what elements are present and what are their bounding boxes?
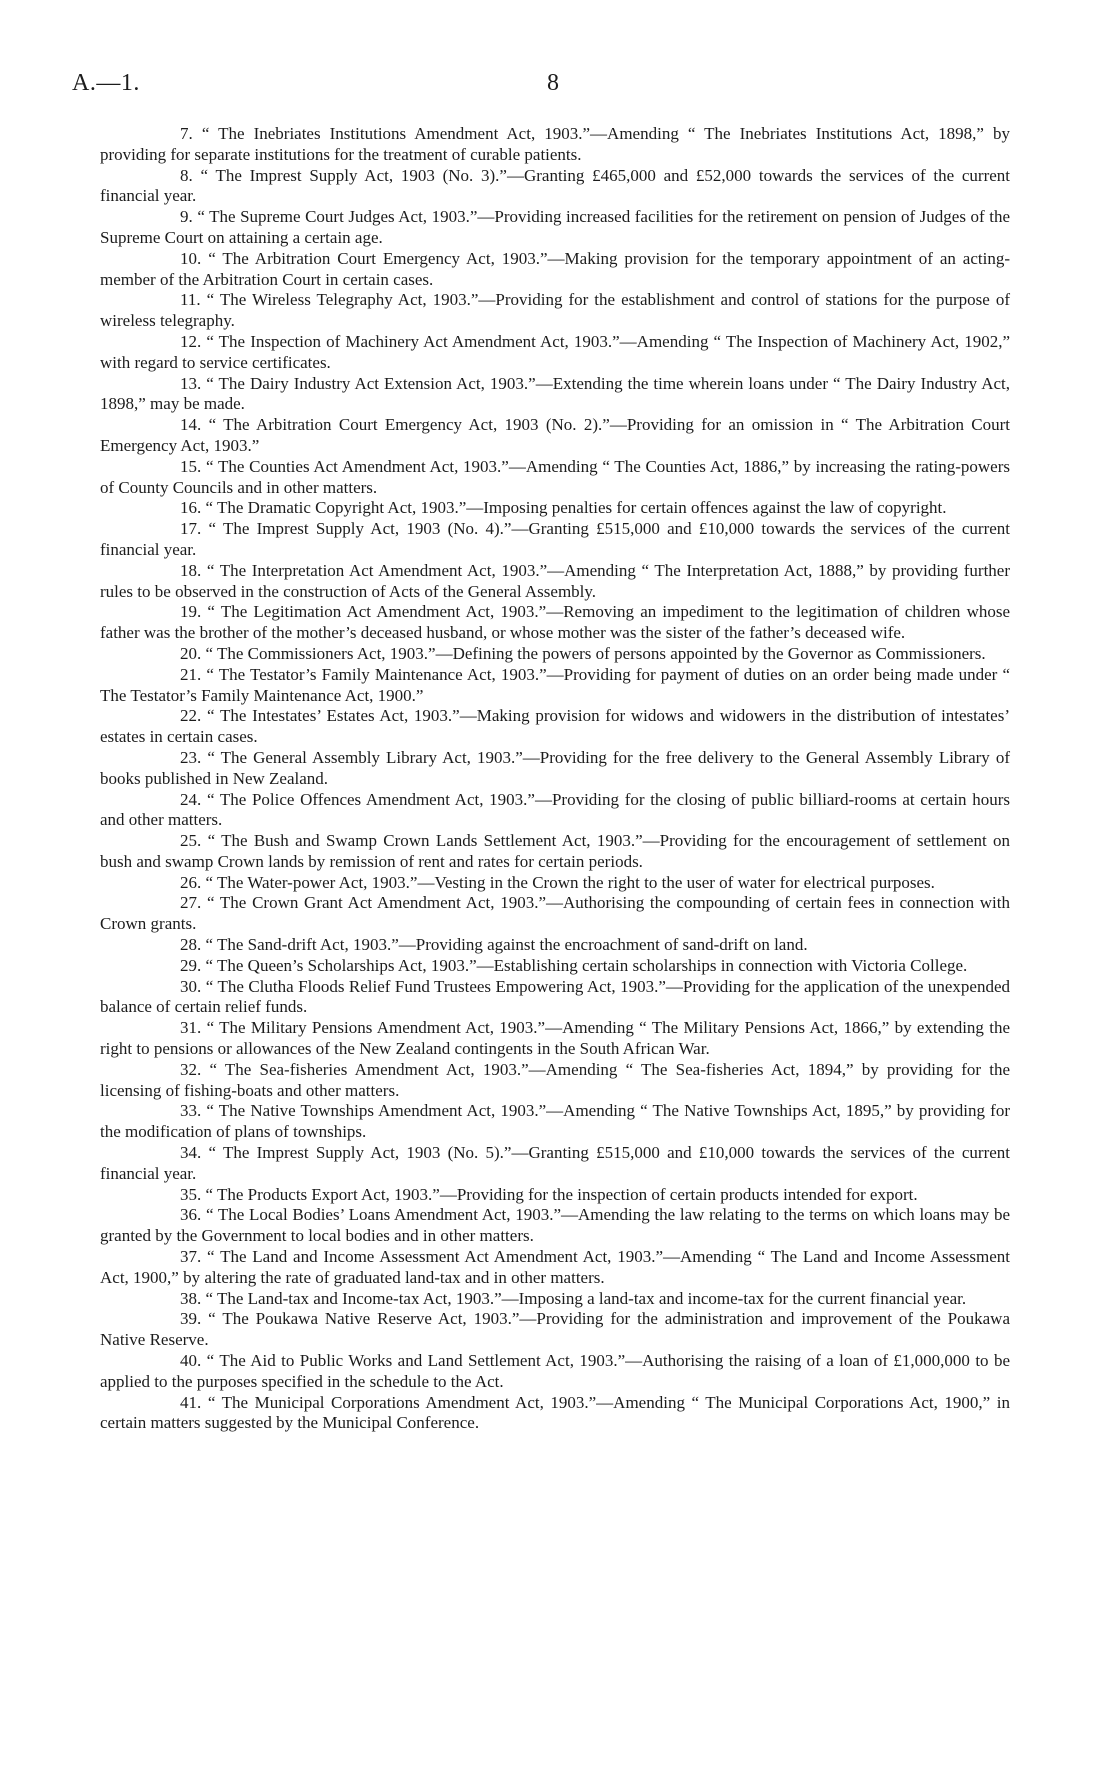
act-entry bbox=[100, 1143, 1010, 1185]
act-entry bbox=[100, 977, 1010, 1019]
act-description: “ The Dairy Industry Act Extension Act, 1903.”—Extending the time wherein loans under “ The Dairy Industry Act, 1898,” may be made. bbox=[100, 373, 1011, 414]
act-description: “ The General Assembly Library Act, 1903.”—Providing for the free delivery to the General Assembly Library of books published in New Zealand. bbox=[100, 747, 1010, 788]
act-description: “ The Counties Act Amendment Act, 1903.”—Amending “ The Counties Act, 1886,” by increasing the rating-powers of County Councils and in other matters. bbox=[100, 456, 1010, 497]
act-entry bbox=[100, 748, 1010, 790]
act-description: “ The Municipal Corporations Amendment Act, 1903.”—Amending “ The Municipal Corporations Act, 1900,” in certain matters suggested by the Municipal Conference. bbox=[100, 1392, 1011, 1433]
act-entry bbox=[100, 602, 1010, 644]
acts-list bbox=[100, 124, 1010, 1434]
act-description: “ The Aid to Public Works and Land Settlement Act, 1903.”—Authorising the raising of a loan of £1,000,000 to be applied to the purposes specified in the schedule to the Act. bbox=[100, 1351, 1011, 1391]
act-entry bbox=[100, 1393, 1010, 1435]
act-description: “ The Legitimation Act Amendment Act, 1903.”—Removing an impediment to the legitimation of children whose father was the brother of the mother’s deceased husband, or whose mother was the sister of the father’s deceased wife. bbox=[100, 602, 1011, 643]
act-description: “ The Clutha Floods Relief Fund Trustees Empowering Act, 1903.”—Providing for the application of the unexpended balance of certain relief funds. bbox=[100, 976, 1011, 1017]
act-entry bbox=[100, 1205, 1010, 1247]
act-description: “ The Dramatic Copyright Act, 1903.”—Imposing penalties for certain offences against the law of copyright. bbox=[205, 498, 947, 518]
act-entry bbox=[100, 415, 1010, 457]
act-entry bbox=[100, 457, 1010, 499]
act-entry bbox=[100, 1185, 1010, 1206]
act-entry bbox=[100, 935, 1010, 956]
act-entry bbox=[100, 956, 1010, 977]
act-number: 32. bbox=[180, 1059, 202, 1079]
act-entry bbox=[100, 1101, 1010, 1143]
act-entry bbox=[100, 831, 1010, 873]
act-number: 29. bbox=[180, 955, 202, 975]
act-entry bbox=[100, 1351, 1010, 1393]
act-number: 25. bbox=[180, 831, 202, 851]
act-entry bbox=[100, 1018, 1010, 1060]
act-number: 23. bbox=[180, 747, 202, 767]
act-description: “ The Arbitration Court Emergency Act, 1903.”—Making provision for the temporary appointment of an acting-member of the Arbitration Court in certain cases. bbox=[100, 248, 1010, 289]
act-number: 20. bbox=[180, 643, 202, 663]
act-entry bbox=[100, 1289, 1010, 1310]
act-entry bbox=[100, 561, 1010, 603]
act-entry bbox=[100, 873, 1010, 894]
act-description: “ The Land and Income Assessment Act Amendment Act, 1903.”—Amending “ The Land and Income Assessment Act, 1900,” by altering the rate of graduated land-tax and in other matters. bbox=[100, 1247, 1010, 1287]
act-number: 11. bbox=[180, 290, 201, 310]
act-description: “ The Imprest Supply Act, 1903 (No. 3).”—Granting £465,000 and £52,000 towards the services of the current financial year. bbox=[100, 165, 1010, 206]
act-number: 21. bbox=[180, 664, 202, 684]
act-entry bbox=[100, 207, 1010, 249]
act-number: 33. bbox=[180, 1101, 202, 1121]
act-number: 19. bbox=[180, 602, 202, 622]
act-description: “ The Imprest Supply Act, 1903 (No. 4).”—Granting £515,000 and £10,000 towards the services of the current financial year. bbox=[100, 519, 1010, 559]
act-number: 8. bbox=[180, 165, 193, 185]
act-entry bbox=[100, 706, 1010, 748]
act-description: “ The Sea-fisheries Amendment Act, 1903.”—Amending “ The Sea-fisheries Act, 1894,” by providing for the licensing of fishing-boats and other matters. bbox=[100, 1059, 1010, 1100]
act-number: 22. bbox=[180, 706, 202, 726]
act-description: “ The Inebriates Institutions Amendment Act, 1903.”—Amending “ The Inebriates Institutions Act, 1898,” by providing for separate institutions for the treatment of curable patients. bbox=[100, 124, 1011, 164]
act-description: “ The Imprest Supply Act, 1903 (No. 5).”—Granting £515,000 and £10,000 towards the services of the current financial year. bbox=[100, 1143, 1010, 1183]
act-description: “ The Wireless Telegraphy Act, 1903.”—Providing for the establishment and control of stations for the purpose of wireless telegraphy. bbox=[100, 290, 1010, 331]
act-description: “ The Bush and Swamp Crown Lands Settlement Act, 1903.”—Providing for the encouragement of settlement on bush and swamp Crown lands by remission of rent and rates for certain periods. bbox=[100, 831, 1010, 871]
act-number: 36. bbox=[180, 1205, 202, 1225]
act-description: “ The Native Townships Amendment Act, 1903.”—Amending “ The Native Townships Act, 1895,” by providing for the modification of plans of townships. bbox=[100, 1101, 1011, 1142]
act-description: “ The Commissioners Act, 1903.”—Defining the powers of persons appointed by the Governor as Commissioners. bbox=[205, 643, 986, 663]
act-number: 27. bbox=[180, 893, 202, 913]
act-number: 30. bbox=[180, 976, 202, 996]
act-entry bbox=[100, 498, 1010, 519]
act-entry bbox=[100, 374, 1010, 416]
act-description: “ The Intestates’ Estates Act, 1903.”—Making provision for widows and widowers in the distribution of intestates’ estates in certain cases. bbox=[100, 706, 1010, 747]
act-number: 34. bbox=[180, 1143, 202, 1163]
act-description: “ The Supreme Court Judges Act, 1903.”—Providing increased facilities for the retirement on pension of Judges of the Supreme Court on attaining a certain age. bbox=[100, 207, 1011, 247]
act-description: “ The Testator’s Family Maintenance Act, 1903.”—Providing for payment of duties on an order being made under “ The Testator’s Family Maintenance Act, 1900.” bbox=[100, 664, 1011, 705]
act-number: 38. bbox=[180, 1288, 202, 1308]
act-description: “ The Inspection of Machinery Act Amendment Act, 1903.”—Amending “ The Inspection of Machinery Act, 1902,” with regard to service certificates. bbox=[100, 331, 1011, 372]
act-number: 26. bbox=[180, 872, 202, 892]
act-description: “ The Police Offences Amendment Act, 1903.”—Providing for the closing of public billiard-rooms at certain hours and other matters. bbox=[100, 789, 1011, 830]
act-entry bbox=[100, 124, 1010, 166]
act-description: “ The Water-power Act, 1903.”—Vesting in the Crown the right to the user of water for electrical purposes. bbox=[205, 872, 935, 892]
act-number: 16. bbox=[180, 498, 202, 518]
act-number: 15. bbox=[180, 456, 202, 476]
act-number: 28. bbox=[180, 935, 202, 955]
page-number: 8 bbox=[547, 70, 559, 96]
act-number: 37. bbox=[180, 1247, 202, 1267]
act-description: “ The Crown Grant Act Amendment Act, 1903.”—Authorising the compounding of certain fees in connection with Crown grants. bbox=[100, 893, 1011, 934]
page-header bbox=[72, 70, 1012, 104]
act-entry bbox=[100, 893, 1010, 935]
act-entry bbox=[100, 290, 1010, 332]
act-entry bbox=[100, 166, 1010, 208]
act-entry bbox=[100, 1247, 1010, 1289]
act-number: 31. bbox=[180, 1018, 202, 1038]
act-description: “ The Local Bodies’ Loans Amendment Act, 1903.”—Amending the law relating to the terms on which loans may be granted by the Government to local bodies and in other matters. bbox=[100, 1205, 1011, 1246]
act-number: 40. bbox=[180, 1351, 202, 1371]
act-description: “ The Land-tax and Income-tax Act, 1903.”—Imposing a land-tax and income-tax for the current financial year. bbox=[205, 1288, 967, 1308]
act-number: 17. bbox=[180, 519, 202, 539]
act-entry bbox=[100, 249, 1010, 291]
act-description: “ The Arbitration Court Emergency Act, 1903 (No. 2).”—Providing for an omission in “ The Arbitration Court Emergency Act, 1903.” bbox=[100, 415, 1011, 455]
act-description: “ The Products Export Act, 1903.”—Providing for the inspection of certain products intended for export. bbox=[205, 1184, 918, 1204]
act-entry bbox=[100, 1309, 1010, 1351]
act-number: 13. bbox=[180, 373, 202, 393]
act-entry bbox=[100, 332, 1010, 374]
act-entry bbox=[100, 790, 1010, 832]
act-entry bbox=[100, 665, 1010, 707]
act-number: 35. bbox=[180, 1184, 202, 1204]
act-description: “ The Queen’s Scholarships Act, 1903.”—Establishing certain scholarships in connection with Victoria College. bbox=[205, 955, 968, 975]
page-reference: A.—1. bbox=[72, 70, 140, 96]
act-number: 39. bbox=[180, 1309, 202, 1329]
act-number: 12. bbox=[180, 331, 202, 351]
act-entry bbox=[100, 1060, 1010, 1102]
act-number: 41. bbox=[180, 1392, 202, 1412]
act-description: “ The Sand-drift Act, 1903.”—Providing against the encroachment of sand-drift on land. bbox=[205, 935, 808, 955]
act-description: “ The Poukawa Native Reserve Act, 1903.”—Providing for the administration and improvement of the Poukawa Native Reserve. bbox=[100, 1309, 1011, 1350]
act-number: 18. bbox=[180, 560, 202, 580]
act-number: 10. bbox=[180, 248, 202, 268]
act-number: 24. bbox=[180, 789, 202, 809]
act-description: “ The Military Pensions Amendment Act, 1903.”—Amending “ The Military Pensions Act, 1866,” by extending the right to pensions or allowances of the New Zealand contingents in the South African War. bbox=[100, 1018, 1011, 1059]
act-number: 7. bbox=[180, 124, 193, 143]
act-description: “ The Interpretation Act Amendment Act, 1903.”—Amending “ The Interpretation Act, 1888,” by providing further rules to be observed in the construction of Acts of the General Assembly. bbox=[100, 560, 1010, 601]
act-entry bbox=[100, 644, 1010, 665]
act-number: 14. bbox=[180, 415, 202, 435]
act-entry bbox=[100, 519, 1010, 561]
act-number: 9. bbox=[180, 207, 193, 227]
